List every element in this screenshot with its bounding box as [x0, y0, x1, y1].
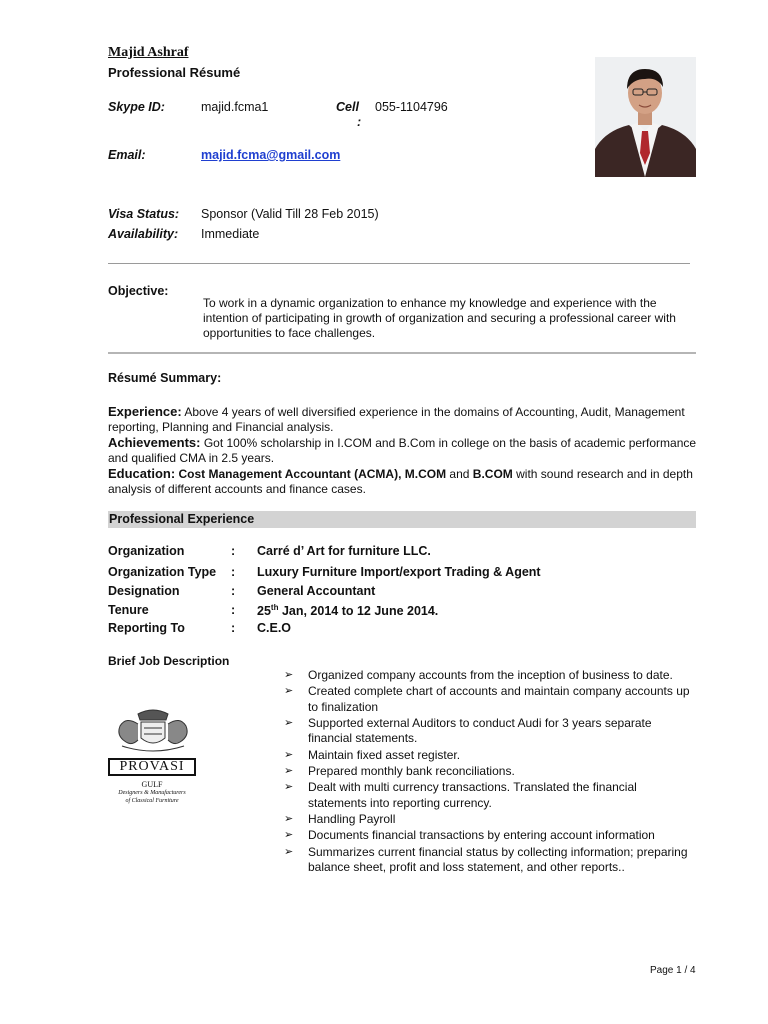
list-item: ➢ Supported external Auditors to conduct Audi for 3 years separate financial statements.: [284, 715, 652, 746]
education-label: Education:: [108, 466, 176, 481]
organization-label: Organization: [108, 544, 185, 558]
visa-label: Visa Status:: [108, 207, 180, 221]
arrow-bullet-icon: ➢: [284, 685, 294, 698]
availability-label: Availability:: [108, 227, 179, 241]
achievements-label: Achievements:: [108, 435, 201, 450]
logo-tagline-1: Designers & Manufacturers: [118, 790, 186, 796]
list-item: ➢ Organized company accounts from the inception of business to date.: [284, 668, 673, 682]
arrow-bullet-icon: ➢: [284, 764, 294, 777]
colon: :: [231, 584, 236, 598]
arrow-bullet-icon: ➢: [284, 748, 294, 761]
list-item: ➢ Documents financial transactions by entering account information: [284, 828, 655, 843]
list-item: ➢ Prepared monthly bank reconciliations.: [284, 763, 515, 778]
organization-type-value: Luxury Furniture Import/export Trading & Agent: [257, 565, 541, 579]
list-item: ➢ Handling Payroll: [284, 811, 396, 826]
availability-value: Immediate: [201, 227, 260, 241]
visa-value: Sponsor (Valid Till 28 Feb 2015): [201, 207, 379, 221]
divider: [108, 352, 696, 354]
company-logo: [108, 706, 198, 810]
cell-value: 055-1104796: [375, 100, 448, 114]
skype-label: Skype ID:: [108, 100, 165, 114]
education-summary: [108, 466, 698, 497]
objective-label: Objective:: [108, 284, 169, 298]
email-label: Email:: [108, 148, 146, 162]
colon: :: [231, 544, 236, 558]
list-item: ➢ Created complete chart of accounts and maintain company accounts up to finalization: [284, 684, 690, 714]
arrow-bullet-icon: ➢: [284, 829, 294, 842]
organization-type-label: Organization Type: [108, 565, 217, 579]
duties-list: [284, 668, 694, 876]
education-text: with sound research and in depth analysis of different accounts and finance cases.: [108, 467, 693, 496]
education-degree: Cost Management Accountant (ACMA), M.COM: [178, 467, 447, 481]
tenure-label: Tenure: [108, 603, 149, 617]
reporting-label: Reporting To: [108, 621, 185, 635]
summary-heading: Résumé Summary:: [108, 371, 222, 385]
education-and: and: [446, 467, 473, 481]
reporting-value: C.E.O: [257, 621, 292, 635]
logo-brand: PROVASI: [108, 758, 196, 776]
achievements-summary: [108, 435, 698, 466]
professional-experience-heading: Professional Experience: [109, 512, 255, 526]
arrow-bullet-icon: ➢: [284, 669, 294, 681]
arrow-bullet-icon: ➢: [284, 845, 294, 858]
experience-summary: [108, 404, 698, 435]
candidate-name: Majid Ashraf: [108, 45, 189, 60]
logo-line2: GULF: [141, 780, 163, 789]
section-bar-professional-experience: [108, 511, 696, 528]
divider: [108, 263, 690, 264]
tenure-suffix: th: [270, 603, 279, 612]
colon: :: [231, 621, 236, 635]
logo-tagline-2: of Classical Furniture: [125, 798, 179, 804]
arrow-bullet-icon: ➢: [284, 716, 294, 729]
arrow-bullet-icon: ➢: [284, 781, 294, 794]
list-item: ➢ Summarizes current financial status by collecting information; preparing balance sheet, profit and loss statement, and other reports..: [284, 844, 688, 874]
email-link[interactable]: majid.fcma@gmail.com: [201, 148, 341, 162]
colon: :: [231, 565, 236, 579]
designation-value: General Accountant: [257, 584, 376, 598]
education-bcom: B.COM: [472, 467, 513, 481]
cell-colon: :: [357, 115, 362, 129]
objective-text: To work in a dynamic organization to enhance my knowledge and experience with the intention of participating in growth of organization and securing a professional career with opportunities to face challenges.: [203, 296, 676, 340]
skype-value: majid.fcma1: [201, 100, 269, 114]
arrow-bullet-icon: ➢: [284, 812, 294, 825]
tenure-value: [257, 603, 438, 618]
tenure-rest: Jan, 2014 to 12 June 2014.: [278, 604, 439, 619]
experience-text: Above 4 years of well diversified experience in the domains of Accounting, Audit, Management reporting, Planning and Financial analysis.: [108, 405, 685, 434]
colon: :: [231, 603, 236, 617]
page-number: Page 1 / 4: [650, 965, 696, 976]
cell-label: Cell: [336, 100, 359, 114]
list-item: ➢ Maintain fixed asset register.: [284, 747, 461, 762]
tenure-day: 25: [257, 604, 271, 619]
experience-label: Experience:: [108, 404, 182, 419]
designation-label: Designation: [108, 584, 180, 598]
brief-job-description-label: Brief Job Description: [108, 654, 230, 668]
organization-value: Carré d’ Art for furniture LLC.: [257, 544, 431, 558]
resume-title: Professional Résumé: [108, 65, 241, 80]
list-item: ➢ Dealt with multi currency transactions. Translated the financial statements into reporting currency.: [284, 780, 637, 810]
achievements-text: Got 100% scholarship in I.COM and B.Com in college on the basis of academic performance and qualified CMA in 2.5 years.: [108, 436, 697, 465]
profile-photo: [595, 57, 696, 177]
